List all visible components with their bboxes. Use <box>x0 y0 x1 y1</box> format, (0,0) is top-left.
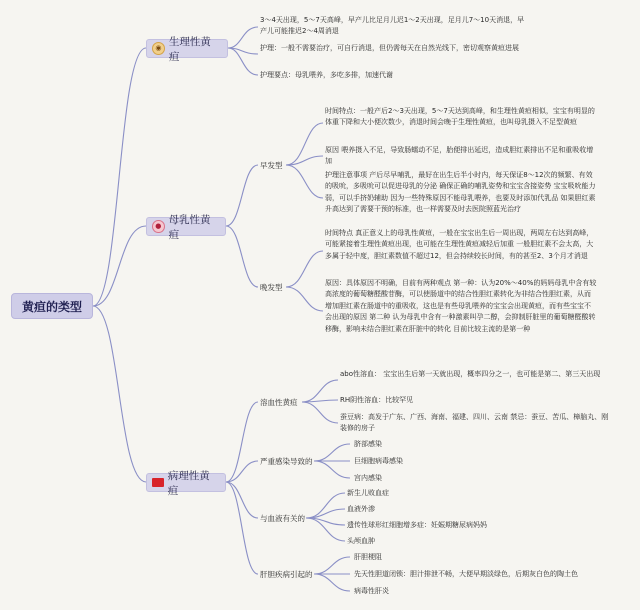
physiological-note-key-points: 护理要点：母乳喂养，多吃多排，加速代谢 <box>260 71 393 79</box>
early-onset-care: 护理注意事项 产后尽早哺乳，最好在出生后半小时内，每天保证8～12次的频繁、有效的吸吮，多吸吮可以促进母乳的分泌 确保正确的哺乳姿势和宝宝含接姿势 宝宝吸吮能力弱，可以手挤奶辅助 因为一些特殊原因不能母乳喂养，也要及时添加代乳品 如果胆红素升高达到了需要干预的标准，也一样需要及时去医院照蓝光治疗 <box>325 171 596 214</box>
early-onset-timing: 时间特点：一般产后2～3天出现，5～7天达到高峰，和生理性黄疸相似，宝宝有明显的体重下降和大小便次数少，消退时间会晚于生理性黄疸，也叫母乳摄入不足型黄疸 <box>325 107 595 127</box>
physiological-jaundice-node[interactable] <box>146 35 228 63</box>
physiological-note-timing: 3～4天出现，5～7天高峰，早产儿比足月儿迟1～2天出现，足月儿7～10天消退，早产儿可能推迟2～4周消退 <box>260 16 525 36</box>
root-node[interactable]: 黄疸的类型 <box>11 293 93 319</box>
hemolytic-abo: abo性溶血： 宝宝出生后第一天就出现，概率四分之一，也可能是第二、第三天出现 <box>340 370 601 378</box>
infection-label[interactable]: 严重感染导致的 <box>260 457 313 466</box>
late-onset-label[interactable]: 晚发型 <box>260 283 283 292</box>
blood-label[interactable]: 与血液有关的 <box>260 514 305 523</box>
breastmilk-title: 母乳性黄疸 <box>168 213 211 241</box>
early-onset-label[interactable]: 早发型 <box>260 161 283 170</box>
liver-item: 肝胆梗阻 <box>354 553 382 561</box>
liver-item: 先天性胆道闭锁：胆汁排泄不畅，大便早期淡绿色，后期灰白色的陶土色 <box>354 570 578 578</box>
blood-item: 遗传性球形红细胞增多症：妊娠期糖尿病妈妈 <box>347 521 487 529</box>
physiological-title: 生理性黄疸 <box>168 35 211 63</box>
physiological-note-care: 护理：一般不需要治疗，可自行消退，但仍需每天在自然光线下，密切观察黄疸进展 <box>260 44 519 52</box>
blood-item: 头颅血肿 <box>347 537 375 545</box>
pathological-jaundice-node[interactable] <box>146 469 226 497</box>
liver-label[interactable]: 肝胆疾病引起的 <box>260 570 313 579</box>
late-onset-cause: 原因：具体原因不明确，目前有两种观点 第一种：认为20%～40%的妈妈母乳中含有较高浓度的葡萄糖醛酸苷酶，可以使肠道中的结合性胆红素转化为非结合性胆红素，从而增加胆红素在肠道中的重吸收，这也是有些母乳喂养的宝宝会出现黄疸，而有些宝宝不会出现的原因 第二种 认为母乳中含有一种激素叫孕二醇，会抑制肝脏里的葡萄糖醛酸转移酶，影响未结合胆红素在肝脏中的转化 目前比较主流的是第一种 <box>325 279 597 333</box>
blood-item: 血液外渗 <box>347 505 375 513</box>
hemolytic-favism: 蚕豆病：高发于广东、广西、海南、福建、四川、云南 禁忌：蚕豆、苦瓜、樟脑丸、刚装修的房子 <box>340 413 609 433</box>
pathological-title: 病理性黄疸 <box>167 469 210 497</box>
red-flag-icon: ■ <box>152 478 164 487</box>
infection-item: 巨细胞病毒感染 <box>354 457 403 465</box>
infection-item: 宫内感染 <box>354 474 382 482</box>
hemolytic-rh: RH阴性溶血：比较罕见 <box>340 396 414 404</box>
hemolytic-label[interactable]: 溶血性黄疸 <box>260 398 298 407</box>
infection-item: 脐部感染 <box>354 440 382 448</box>
late-onset-timing: 时间特点 真正意义上的母乳性黄疸，一般在宝宝出生后一周出现，两周左右达到高峰，可能紧接着生理性黄疸出现，也可能在生理性黄疸减轻后加重 一般胆红素不会太高，大多属于轻中度，胆红素数值不超过12，但会持续较长时间，有的甚至2、3个月才消退 <box>325 229 594 260</box>
early-onset-cause: 原因 喂养摄入不足，导致肠蠕动不足，胎便排出延迟，造成胆红素排出不足和重吸收增加 <box>325 146 594 166</box>
blood-item: 新生儿败血症 <box>347 489 389 497</box>
liver-item: 病毒性肝炎 <box>354 587 389 595</box>
breastmilk-jaundice-node[interactable] <box>146 213 226 241</box>
baby-face-icon: ◉ <box>152 42 165 55</box>
breastfeeding-icon: ● <box>152 220 165 233</box>
